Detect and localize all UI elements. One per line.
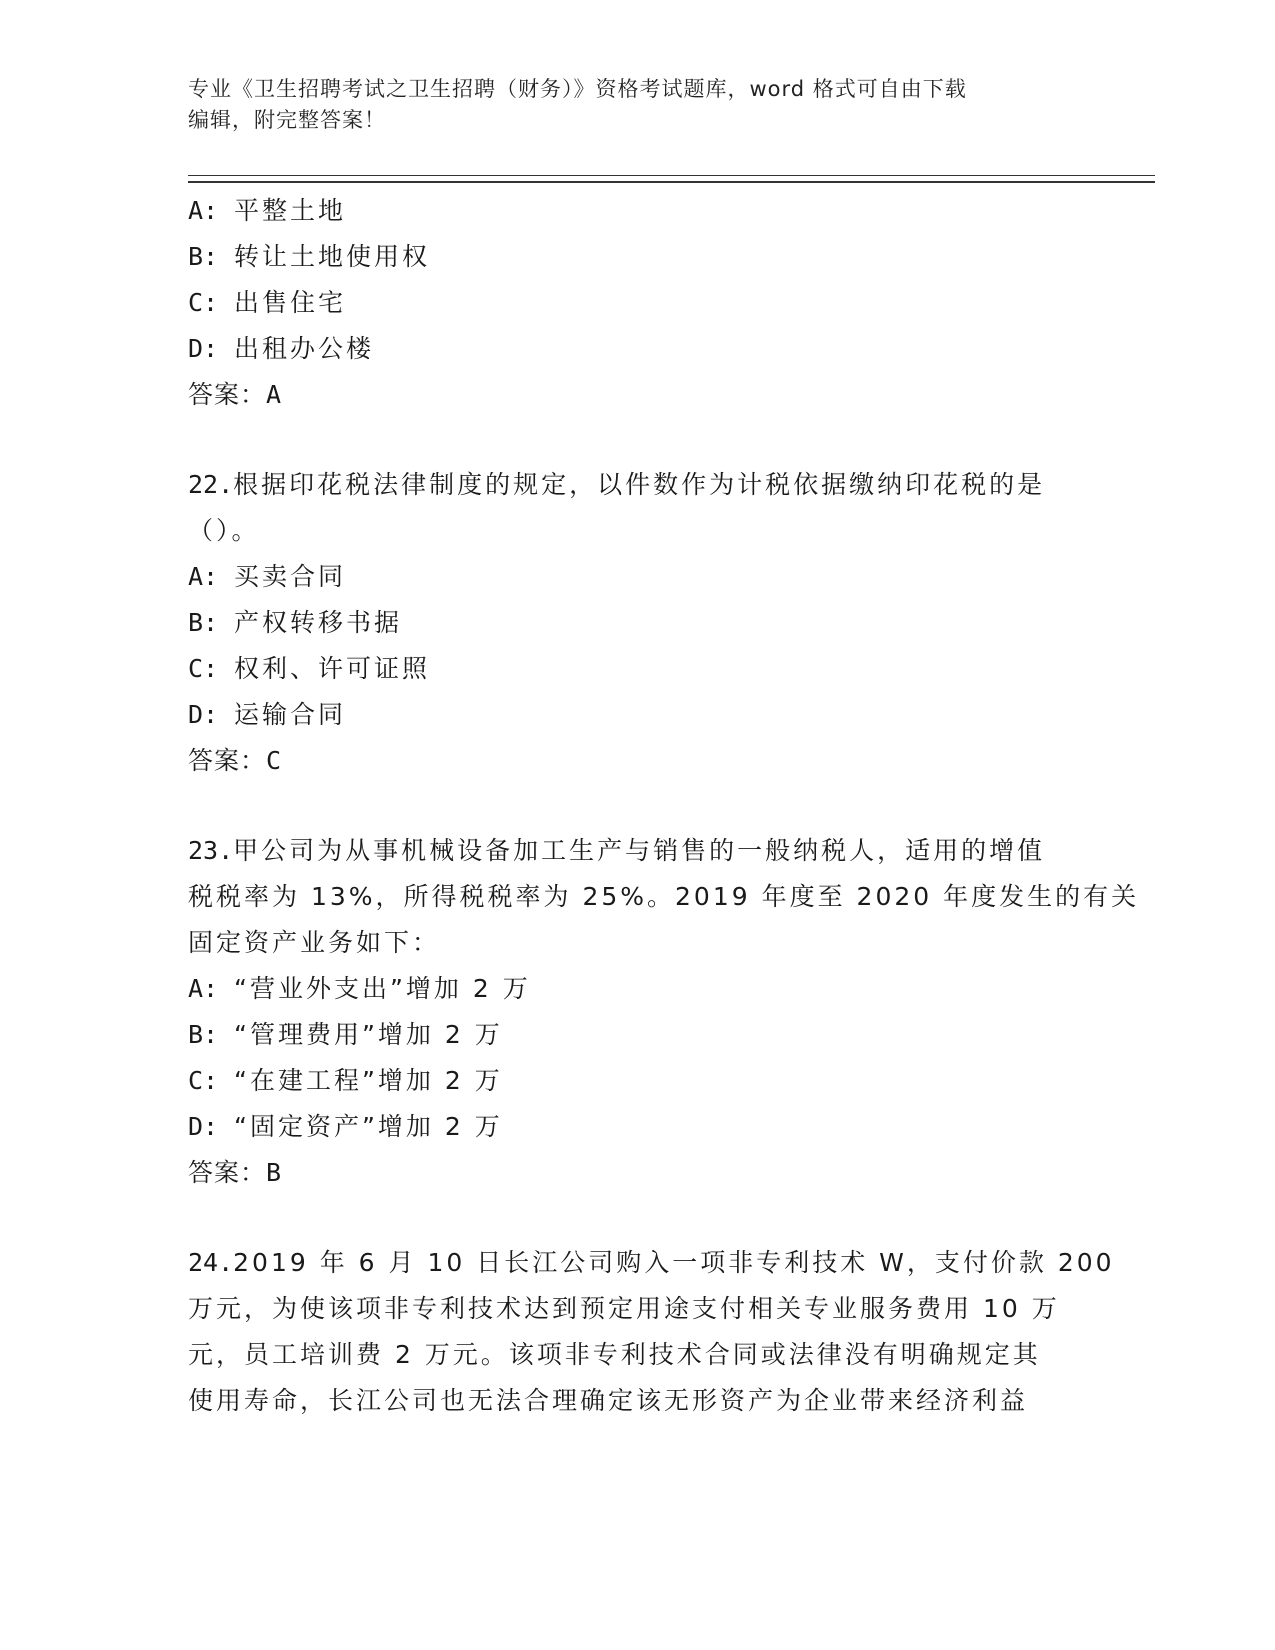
document-header (188, 74, 1068, 136)
option-key: B: (188, 242, 219, 271)
stem-text: 2019 年 6 月 10 日长江公司购入一项非专利技术 W，支付价款 200 (233, 1248, 1115, 1277)
question-stem-cont: （）。 (188, 516, 260, 545)
option-d (188, 1104, 1088, 1150)
option-text: 出租办公楼 (234, 334, 375, 363)
option-key: D: (188, 1112, 219, 1141)
option-key: B: (188, 1020, 219, 1049)
question-stem-cont: 万元，为使该项非专利技术达到预定用途支付相关专业服务费用 10 万 (188, 1294, 1060, 1323)
question-content (188, 188, 1140, 1424)
stem-text: 根据印花税法律制度的规定，以件数作为计税依据缴纳印花税的是 (233, 470, 1046, 499)
option-text: “营业外支出”增加 2 万 (234, 974, 531, 1003)
option-text: “固定资产”增加 2 万 (234, 1112, 503, 1141)
option-c (188, 280, 1088, 326)
option-key: C: (188, 1066, 219, 1095)
answer-value: A (266, 380, 283, 409)
option-key: C: (188, 654, 219, 683)
option-b (188, 600, 1088, 646)
option-a (188, 188, 1088, 234)
option-text: 产权转移书据 (234, 608, 403, 637)
header-line-1: 专业《卫生招聘考试之卫生招聘（财务）》资格考试题库，word 格式可自由下载 (188, 77, 967, 101)
question-23 (188, 828, 1140, 1196)
header-divider-thick (188, 181, 1155, 183)
option-key: B: (188, 608, 219, 637)
question-stem (188, 828, 1088, 874)
option-b (188, 234, 1088, 280)
question-stem-cont: 使用寿命，长江公司也无法合理确定该无形资产为企业带来经济利益 (188, 1386, 1029, 1415)
answer-line (188, 738, 1088, 784)
option-key: D: (188, 700, 219, 729)
option-a (188, 966, 1088, 1012)
option-a (188, 554, 1088, 600)
option-text: 出售住宅 (234, 288, 347, 317)
option-key: A: (188, 974, 219, 1003)
answer-value: C (266, 746, 283, 775)
question-stem (188, 462, 1088, 508)
option-text: 转让土地使用权 (234, 242, 431, 271)
header-line-2: 编辑，附完整答案！ (188, 108, 386, 132)
option-c (188, 646, 1088, 692)
option-d (188, 692, 1088, 738)
option-key: D: (188, 334, 219, 363)
answer-value: B (266, 1158, 283, 1187)
answer-line (188, 372, 1088, 418)
option-text: “管理费用”增加 2 万 (234, 1020, 503, 1049)
question-stem-cont: 固定资产业务如下： (188, 928, 441, 957)
question-stem-cont: 税税率为 13%，所得税税率为 25%。2019 年度至 2020 年度发生的有关 (188, 882, 1140, 911)
question-22 (188, 462, 1088, 784)
question-24 (188, 1240, 1115, 1424)
question-number: 22. (188, 470, 234, 499)
option-key: C: (188, 288, 219, 317)
option-text: “在建工程”增加 2 万 (234, 1066, 503, 1095)
question-stem-cont: 元，员工培训费 2 万元。该项非专利技术合同或法律没有明确规定其 (188, 1340, 1041, 1369)
option-text: 买卖合同 (234, 562, 347, 591)
answer-label: 答案： (188, 380, 267, 409)
answer-line (188, 1150, 1088, 1196)
answer-label: 答案： (188, 746, 267, 775)
question-number: 23. (188, 836, 234, 865)
option-text: 运输合同 (234, 700, 347, 729)
option-text: 权利、许可证照 (234, 654, 431, 683)
stem-text: 甲公司为从事机械设备加工生产与销售的一般纳税人，适用的增值 (233, 836, 1046, 865)
option-d (188, 326, 1088, 372)
option-c (188, 1058, 1088, 1104)
question-stem (188, 1240, 1115, 1286)
header-divider-thin (188, 175, 1155, 176)
question-21 (188, 188, 1088, 418)
option-text: 平整土地 (234, 196, 347, 225)
question-number: 24. (188, 1248, 234, 1277)
answer-label: 答案： (188, 1158, 267, 1187)
option-key: A: (188, 562, 219, 591)
option-b (188, 1012, 1088, 1058)
option-key: A: (188, 196, 219, 225)
